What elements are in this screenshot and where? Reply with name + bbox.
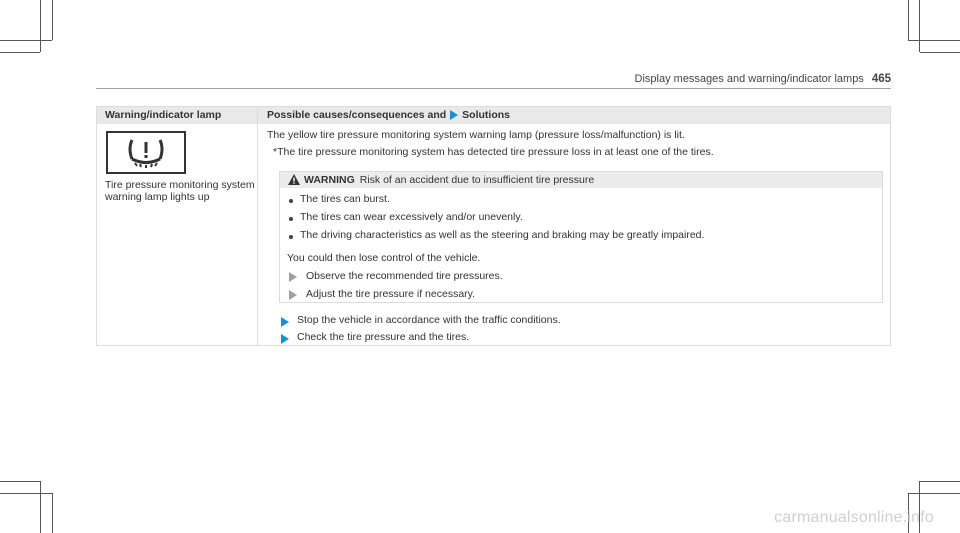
crop-mark xyxy=(0,40,52,41)
warning-label: WARNING xyxy=(304,174,355,186)
solution-arrow-icon xyxy=(450,110,458,120)
cause-text: The yellow tire pressure monitoring system warning lamp (pressure loss/malfunction) is lit. xyxy=(267,129,685,141)
warning-title xyxy=(304,174,594,186)
warning-step: Observe the recommended tire pressures. xyxy=(306,270,503,282)
column-divider xyxy=(257,107,258,345)
warning-consequence: You could then lose control of the vehicle. xyxy=(287,252,481,264)
warning-bullet: The tires can burst. xyxy=(300,193,390,205)
crop-mark xyxy=(52,493,53,533)
warning-box xyxy=(279,171,883,303)
page-number: 465 xyxy=(871,73,891,85)
table-header-row xyxy=(97,107,890,124)
crop-mark xyxy=(40,0,41,52)
warning-bullet: The tires can wear excessively and/or unevenly. xyxy=(300,211,523,223)
warning-lamp-table xyxy=(96,106,891,346)
column-header-lamp: Warning/indicator lamp xyxy=(105,109,222,121)
warning-text: Risk of an accident due to insufficient tire pressure xyxy=(359,174,595,186)
bullet-icon xyxy=(289,199,293,203)
bullet-icon xyxy=(289,217,293,221)
column-header-solutions xyxy=(267,109,510,121)
crop-mark xyxy=(0,481,40,482)
solution-arrow-icon xyxy=(281,317,289,327)
crop-mark xyxy=(52,0,53,40)
crop-mark xyxy=(0,52,40,53)
crop-mark xyxy=(908,40,960,41)
crop-mark xyxy=(919,0,920,52)
warning-bullet: The driving characteristics as well as the steering and braking may be greatly impaired. xyxy=(300,229,705,241)
column-header-suffix: Solutions xyxy=(462,109,511,121)
watermark: carmanualsonline.info xyxy=(774,509,934,526)
bullet-icon xyxy=(289,235,293,239)
warning-triangle-icon xyxy=(288,174,300,185)
tire-pressure-warning-icon xyxy=(106,131,186,174)
warning-header xyxy=(280,172,882,188)
crop-mark xyxy=(908,493,960,494)
solution-arrow-icon xyxy=(281,334,289,344)
crop-mark xyxy=(40,481,41,533)
page-header xyxy=(635,73,891,85)
warning-step: Adjust the tire pressure if necessary. xyxy=(306,288,476,300)
lamp-caption: Tire pressure monitoring system warning lamp lights up xyxy=(105,179,255,203)
column-header-label: Possible causes/consequences and xyxy=(267,109,447,121)
section-title: Display messages and warning/indicator lamps xyxy=(634,73,864,85)
cause-detail: *The tire pressure monitoring system has detected tire pressure loss in at least one of the tires. xyxy=(273,146,714,158)
crop-mark xyxy=(0,493,52,494)
crop-mark xyxy=(920,52,960,53)
header-rule xyxy=(96,88,891,89)
solution-step: Check the tire pressure and the tires. xyxy=(297,331,470,343)
crop-mark xyxy=(908,0,909,40)
solution-step: Stop the vehicle in accordance with the traffic conditions. xyxy=(297,314,561,326)
crop-mark xyxy=(920,481,960,482)
step-arrow-icon xyxy=(289,290,297,300)
step-arrow-icon xyxy=(289,272,297,282)
